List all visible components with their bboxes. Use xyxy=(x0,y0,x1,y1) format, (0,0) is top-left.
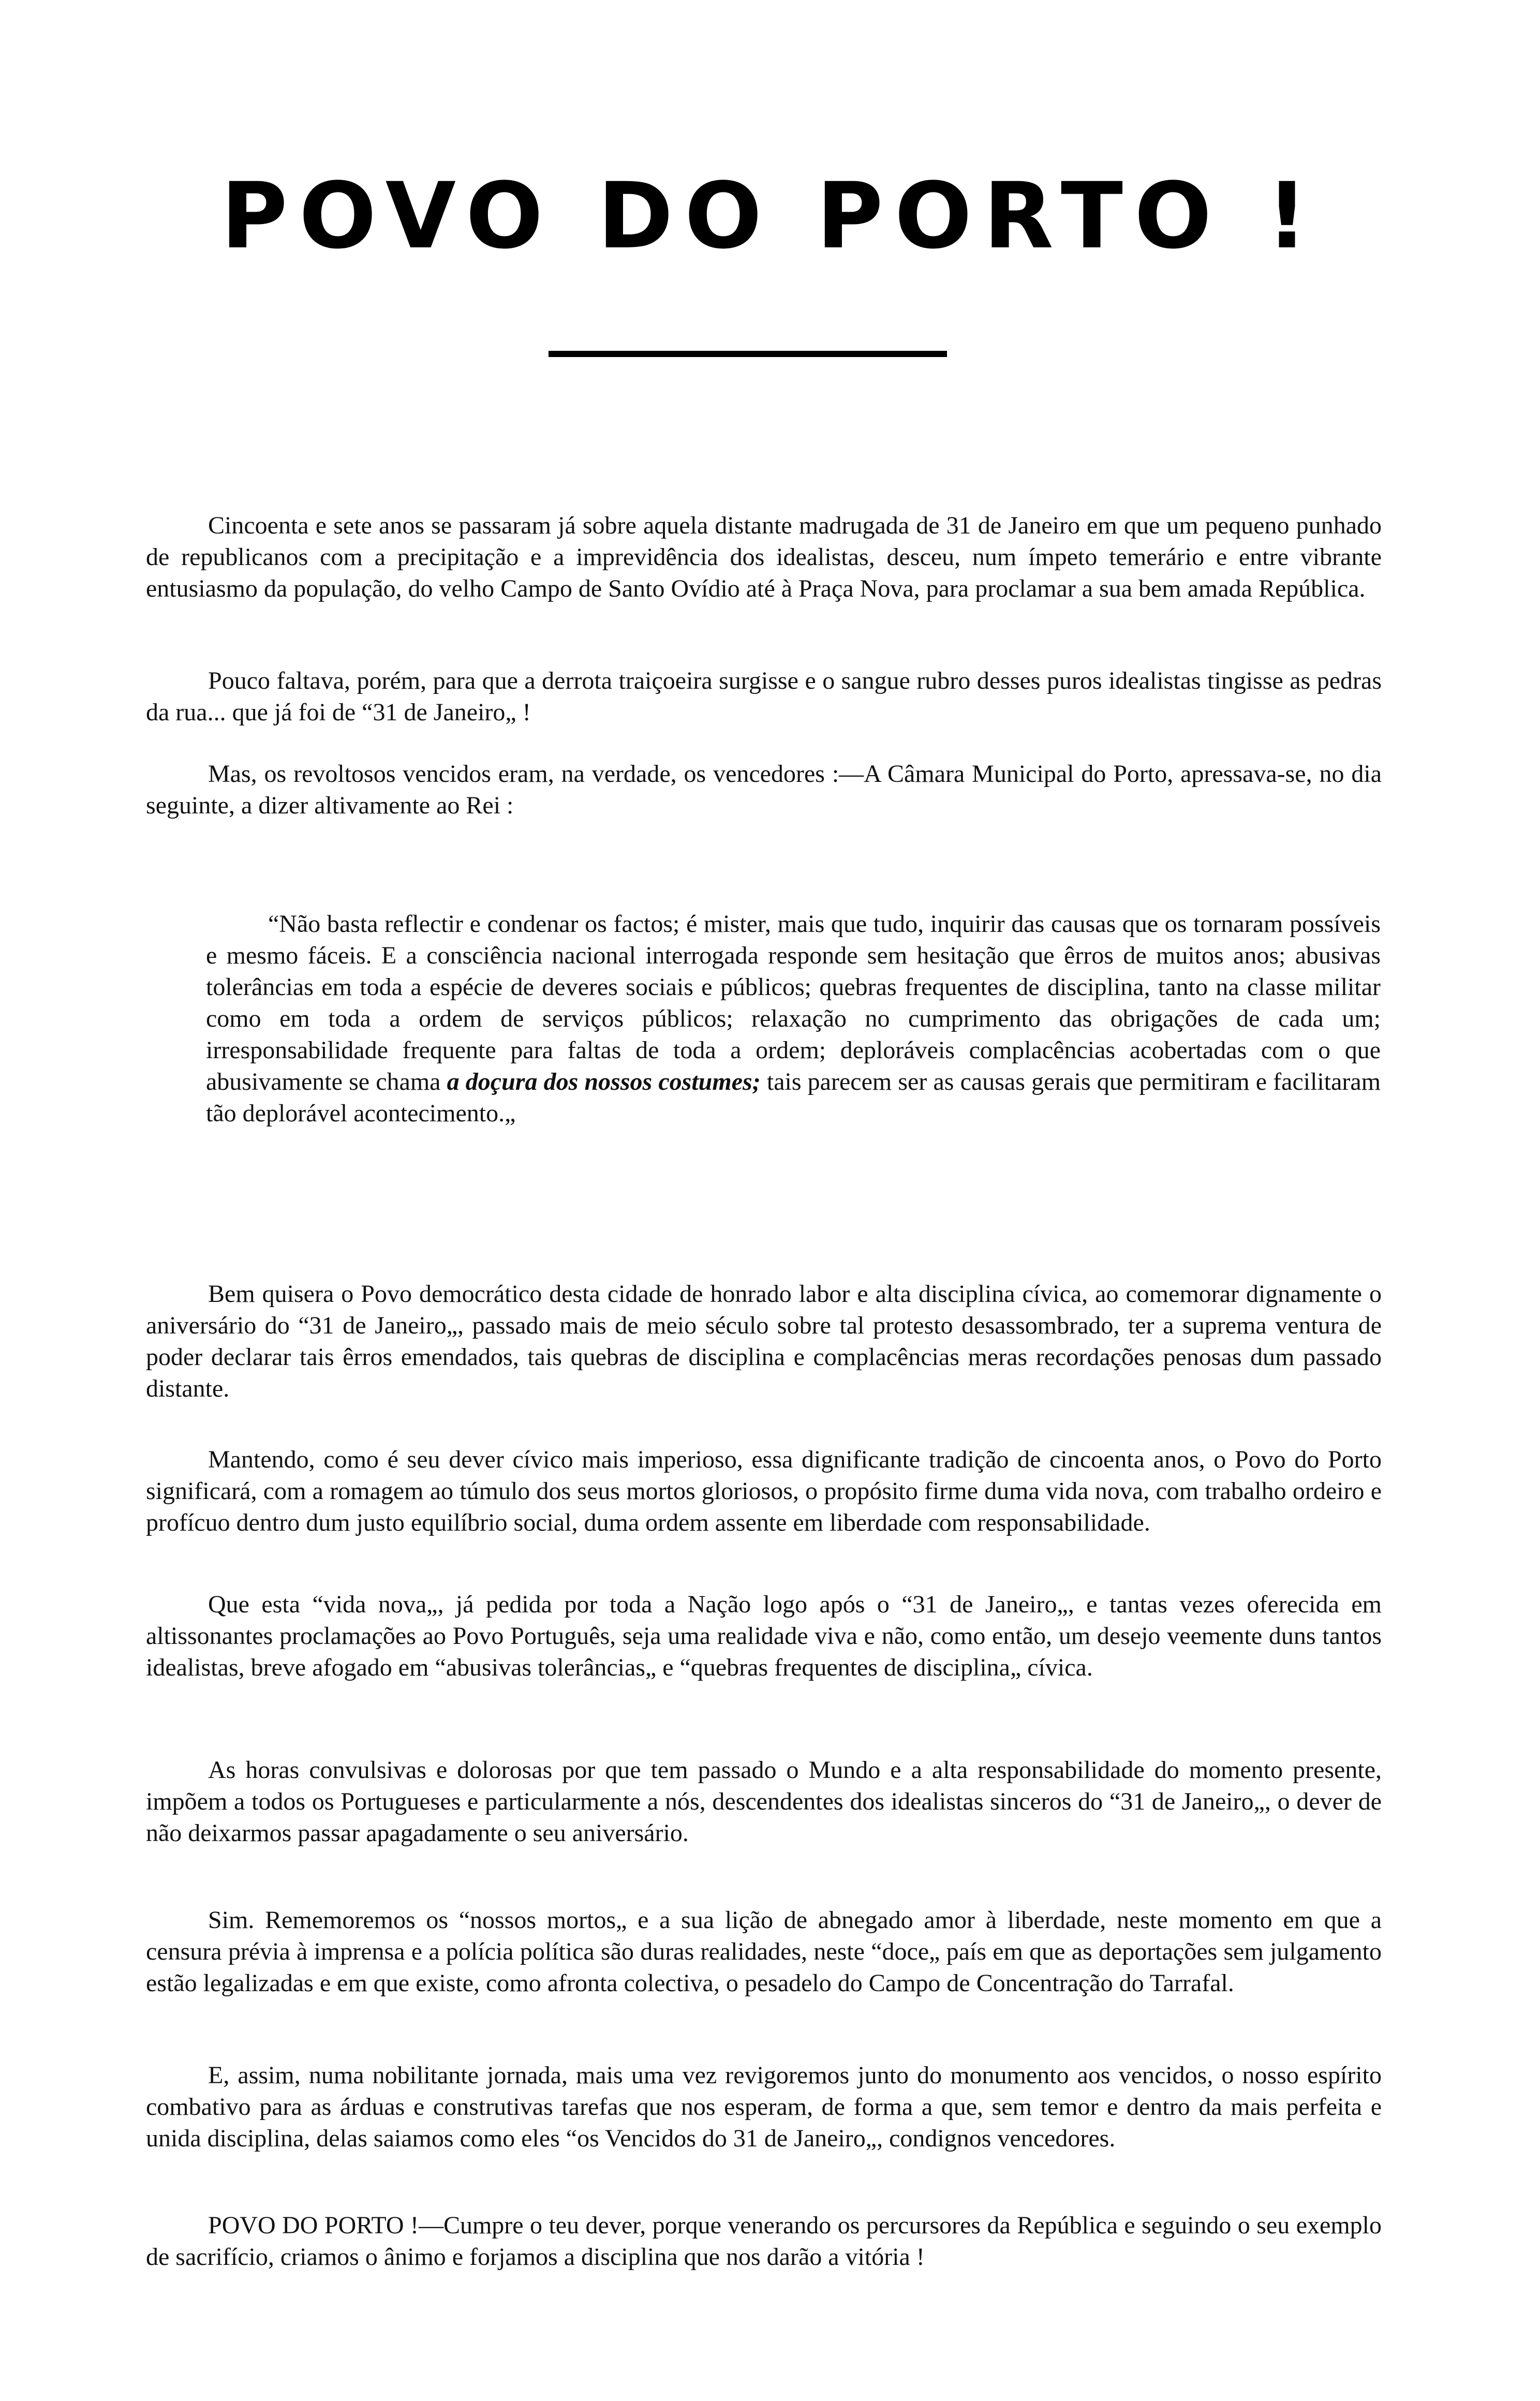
paragraph-8: Sim. Rememoremos os “nossos mortos„ e a sua lição de abnegado amor à liberdade, neste momento em que a censura prévia à imprensa e a polícia política são duras realidades, neste “doce„ país em que as deportações sem julgamento estão legalizadas e em que existe, como afronta colectiva, o pesadelo do Campo de Concentração do Tarrafal. xyxy=(146,1906,1382,1997)
title-underline-rule xyxy=(549,351,947,357)
paragraph-5: Mantendo, como é seu dever cívico mais imperioso, essa dignificante tradição de cincoenta anos, o Povo do Porto significará, com a romagem ao túmulo dos seus mortos gloriosos, o propósito firme duma vida nova, com trabalho ordeiro e profícuo dentro dum justo equilíbrio social, duma ordem assente em liberdade com responsabilidade. xyxy=(146,1446,1382,1536)
quoted-letter xyxy=(206,908,1381,1129)
quote-text-end: tais parecem ser as causas gerais que permitiram e facilitaram tão deplorável acontecimento.„ xyxy=(206,1068,1381,1127)
headline: POVO DO PORTO ! xyxy=(220,163,1320,269)
paragraph-1: Cincoenta e sete anos se passaram já sobre aquela distante madrugada de 31 de Janeiro em que um pequeno punhado de republicanos com a precipitação e a imprevidência dos idealistas, desceu, num ímpeto temerário e entre vibrante entusiasmo da população, do velho Campo de Santo Ovídio até à Praça Nova, para proclamar a sua bem amada República. xyxy=(146,512,1382,602)
paragraph-2: Pouco faltava, porém, para que a derrota traiçoeira surgisse e o sangue rubro desses puros idealistas tingisse as pedras da rua... que já foi de “31 de Janeiro„ ! xyxy=(146,667,1382,726)
paragraph-9: E, assim, numa nobilitante jornada, mais uma vez revigoremos junto do monumento aos vencidos, o nosso espírito combativo para as árduas e construtivas tarefas que nos esperam, de forma a que, sem temor e dentro da mais perfeita e unida disciplina, delas saiamos como eles “os Vencidos do 31 de Janeiro„, condignos vencedores. xyxy=(146,2062,1382,2152)
paragraph-6: Que esta “vida nova„, já pedida por toda a Nação logo após o “31 de Janeiro„, e tantas vezes oferecida em altissonantes proclamações ao Povo Português, seja uma realidade viva e não, como então, um desejo veemente duns tantos idealistas, breve afogado em “abusivas tolerâncias„ e “quebras frequentes de disciplina„ cívica. xyxy=(146,1591,1382,1681)
quote-text-start: “Não basta reflectir e condenar os factos; é mister, mais que tudo, inquirir das causas que os tornaram possíveis e mesmo fáceis. E a consciência nacional interrogada responde sem hesitação que êrros de muitos anos; abusivas tolerâncias em toda a espécie de deveres sociais e públicos; quebras frequentes de disciplina, tanto na classe militar como em toda a ordem de serviços públicos; relaxação no cumprimento das obrigações de cada um; irresponsabilidade frequente para faltas de toda a ordem; deploráveis complacências acobertadas com o que abusivamente se chama xyxy=(206,910,1381,1095)
paragraph-10-closing: POVO DO PORTO !—Cumpre o teu dever, porque venerando os percursores da República e seguindo o seu exemplo de sacrifício, criamos o ânimo e forjamos a disciplina que nos darão a vitória ! xyxy=(146,2212,1382,2271)
paragraph-7: As horas convulsivas e dolorosas por que tem passado o Mundo e a alta responsabilidade do momento presente, impõem a todos os Portugueses e particularmente a nós, descendentes dos idealistas sinceros do “31 de Janeiro„, o dever de não deixarmos passar apagadamente o seu aniversário. xyxy=(146,1756,1382,1847)
paragraph-3: Mas, os revoltosos vencidos eram, na verdade, os vencedores :—A Câmara Municipal do Porto, apressava-se, no dia seguinte, a dizer altivamente ao Rei : xyxy=(146,760,1382,819)
quote-emphasis: a doçura dos nossos costumes; xyxy=(447,1068,761,1095)
paragraph-4: Bem quisera o Povo democrático desta cidade de honrado labor e alta disciplina cívica, ao comemorar dignamente o aniversário do “31 de Janeiro„, passado mais de meio século sobre tal protesto desassombrado, ter a suprema ventura de poder declarar tais êrros emendados, tais quebras de disciplina e complacências meras recordações penosas dum passado distante. xyxy=(146,1280,1382,1402)
